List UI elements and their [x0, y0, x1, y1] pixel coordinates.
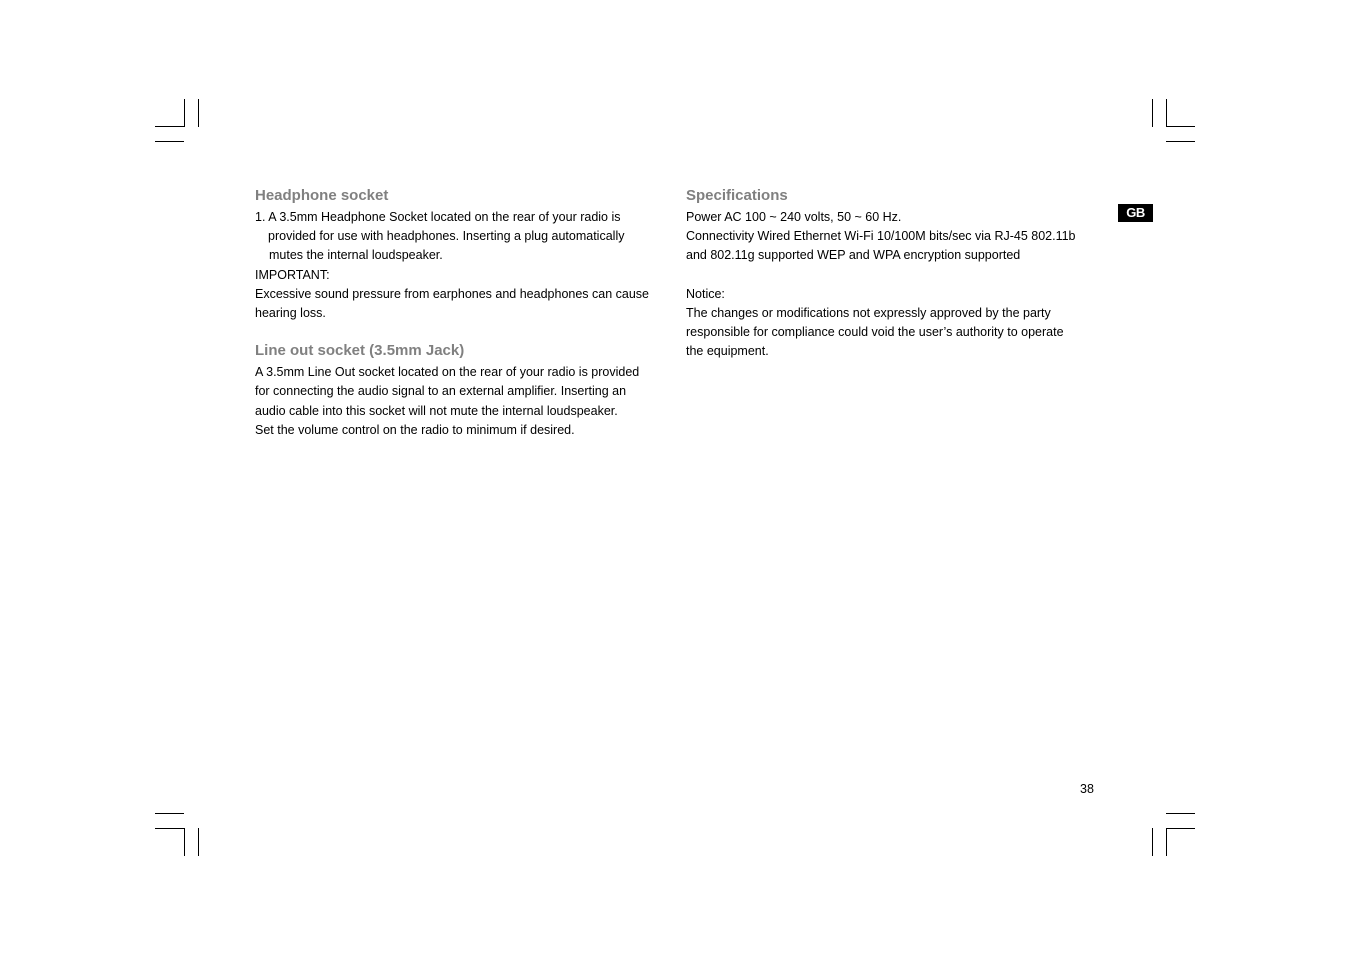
crop-mark — [155, 126, 184, 127]
warning-line-2: hearing loss. — [255, 306, 326, 321]
notice-section — [686, 285, 1106, 362]
spec-line-1: Power AC 100 ~ 240 volts, 50 ~ 60 Hz. — [686, 210, 902, 224]
crop-mark — [184, 828, 185, 856]
right-column — [686, 186, 1106, 362]
specifications-section — [686, 186, 1106, 266]
line-out-line-4: Set the volume control on the radio to minimum if desired. — [255, 422, 575, 437]
crop-mark — [1166, 126, 1195, 127]
headphone-socket-heading: Headphone socket — [255, 187, 389, 204]
section-spacer — [255, 323, 665, 341]
crop-mark — [184, 99, 185, 127]
spec-line-3: and 802.11g supported WEP and WPA encryption supported — [686, 248, 1021, 263]
crop-mark — [198, 99, 199, 127]
page-number: 38 — [1080, 782, 1094, 796]
crop-mark — [1152, 99, 1153, 127]
notice-line-3: the equipment. — [686, 344, 769, 359]
crop-mark — [155, 813, 184, 814]
headphone-line-2: provided for use with headphones. Inserting a plug automatically — [268, 229, 625, 244]
line-out-heading: Line out socket (3.5mm Jack) — [255, 342, 465, 360]
notice-label: Notice: — [686, 286, 725, 301]
crop-mark — [198, 828, 199, 856]
warning-line-1: Excessive sound pressure from earphones and headphones can cause — [255, 286, 650, 301]
line-out-socket-section — [255, 341, 665, 440]
crop-mark — [1166, 813, 1195, 814]
crop-mark — [1166, 141, 1195, 142]
line-out-line-2: for connecting the audio signal to an external amplifier. Inserting an — [255, 384, 627, 399]
language-tab: GB — [1118, 204, 1153, 222]
section-spacer — [686, 266, 1106, 285]
headphone-socket-section — [255, 186, 665, 323]
line-out-line-3: audio cable into this socket will not mute the internal loudspeaker. — [255, 403, 618, 418]
crop-mark — [1166, 828, 1167, 856]
crop-mark — [1166, 828, 1195, 829]
crop-mark — [155, 828, 184, 829]
crop-mark — [1152, 828, 1153, 856]
crop-mark — [1166, 99, 1167, 127]
spec-line-2: Connectivity Wired Ethernet Wi-Fi 10/100M bits/sec via RJ-45 802.11b — [686, 229, 1076, 244]
left-column — [255, 186, 665, 440]
line-out-line-1: A 3.5mm Line Out socket located on the rear of your radio is provided — [255, 365, 640, 380]
headphone-line-1: 1. A 3.5mm Headphone Socket located on the rear of your radio is — [255, 210, 621, 224]
important-label: IMPORTANT: — [255, 267, 330, 282]
notice-line-2: responsible for compliance could void the user’s authority to operate — [686, 325, 1064, 340]
crop-mark — [155, 141, 184, 142]
notice-line-1: The changes or modifications not expressly approved by the party — [686, 306, 1051, 320]
headphone-line-3: mutes the internal loudspeaker. — [269, 248, 443, 263]
specifications-heading: Specifications — [686, 187, 788, 204]
